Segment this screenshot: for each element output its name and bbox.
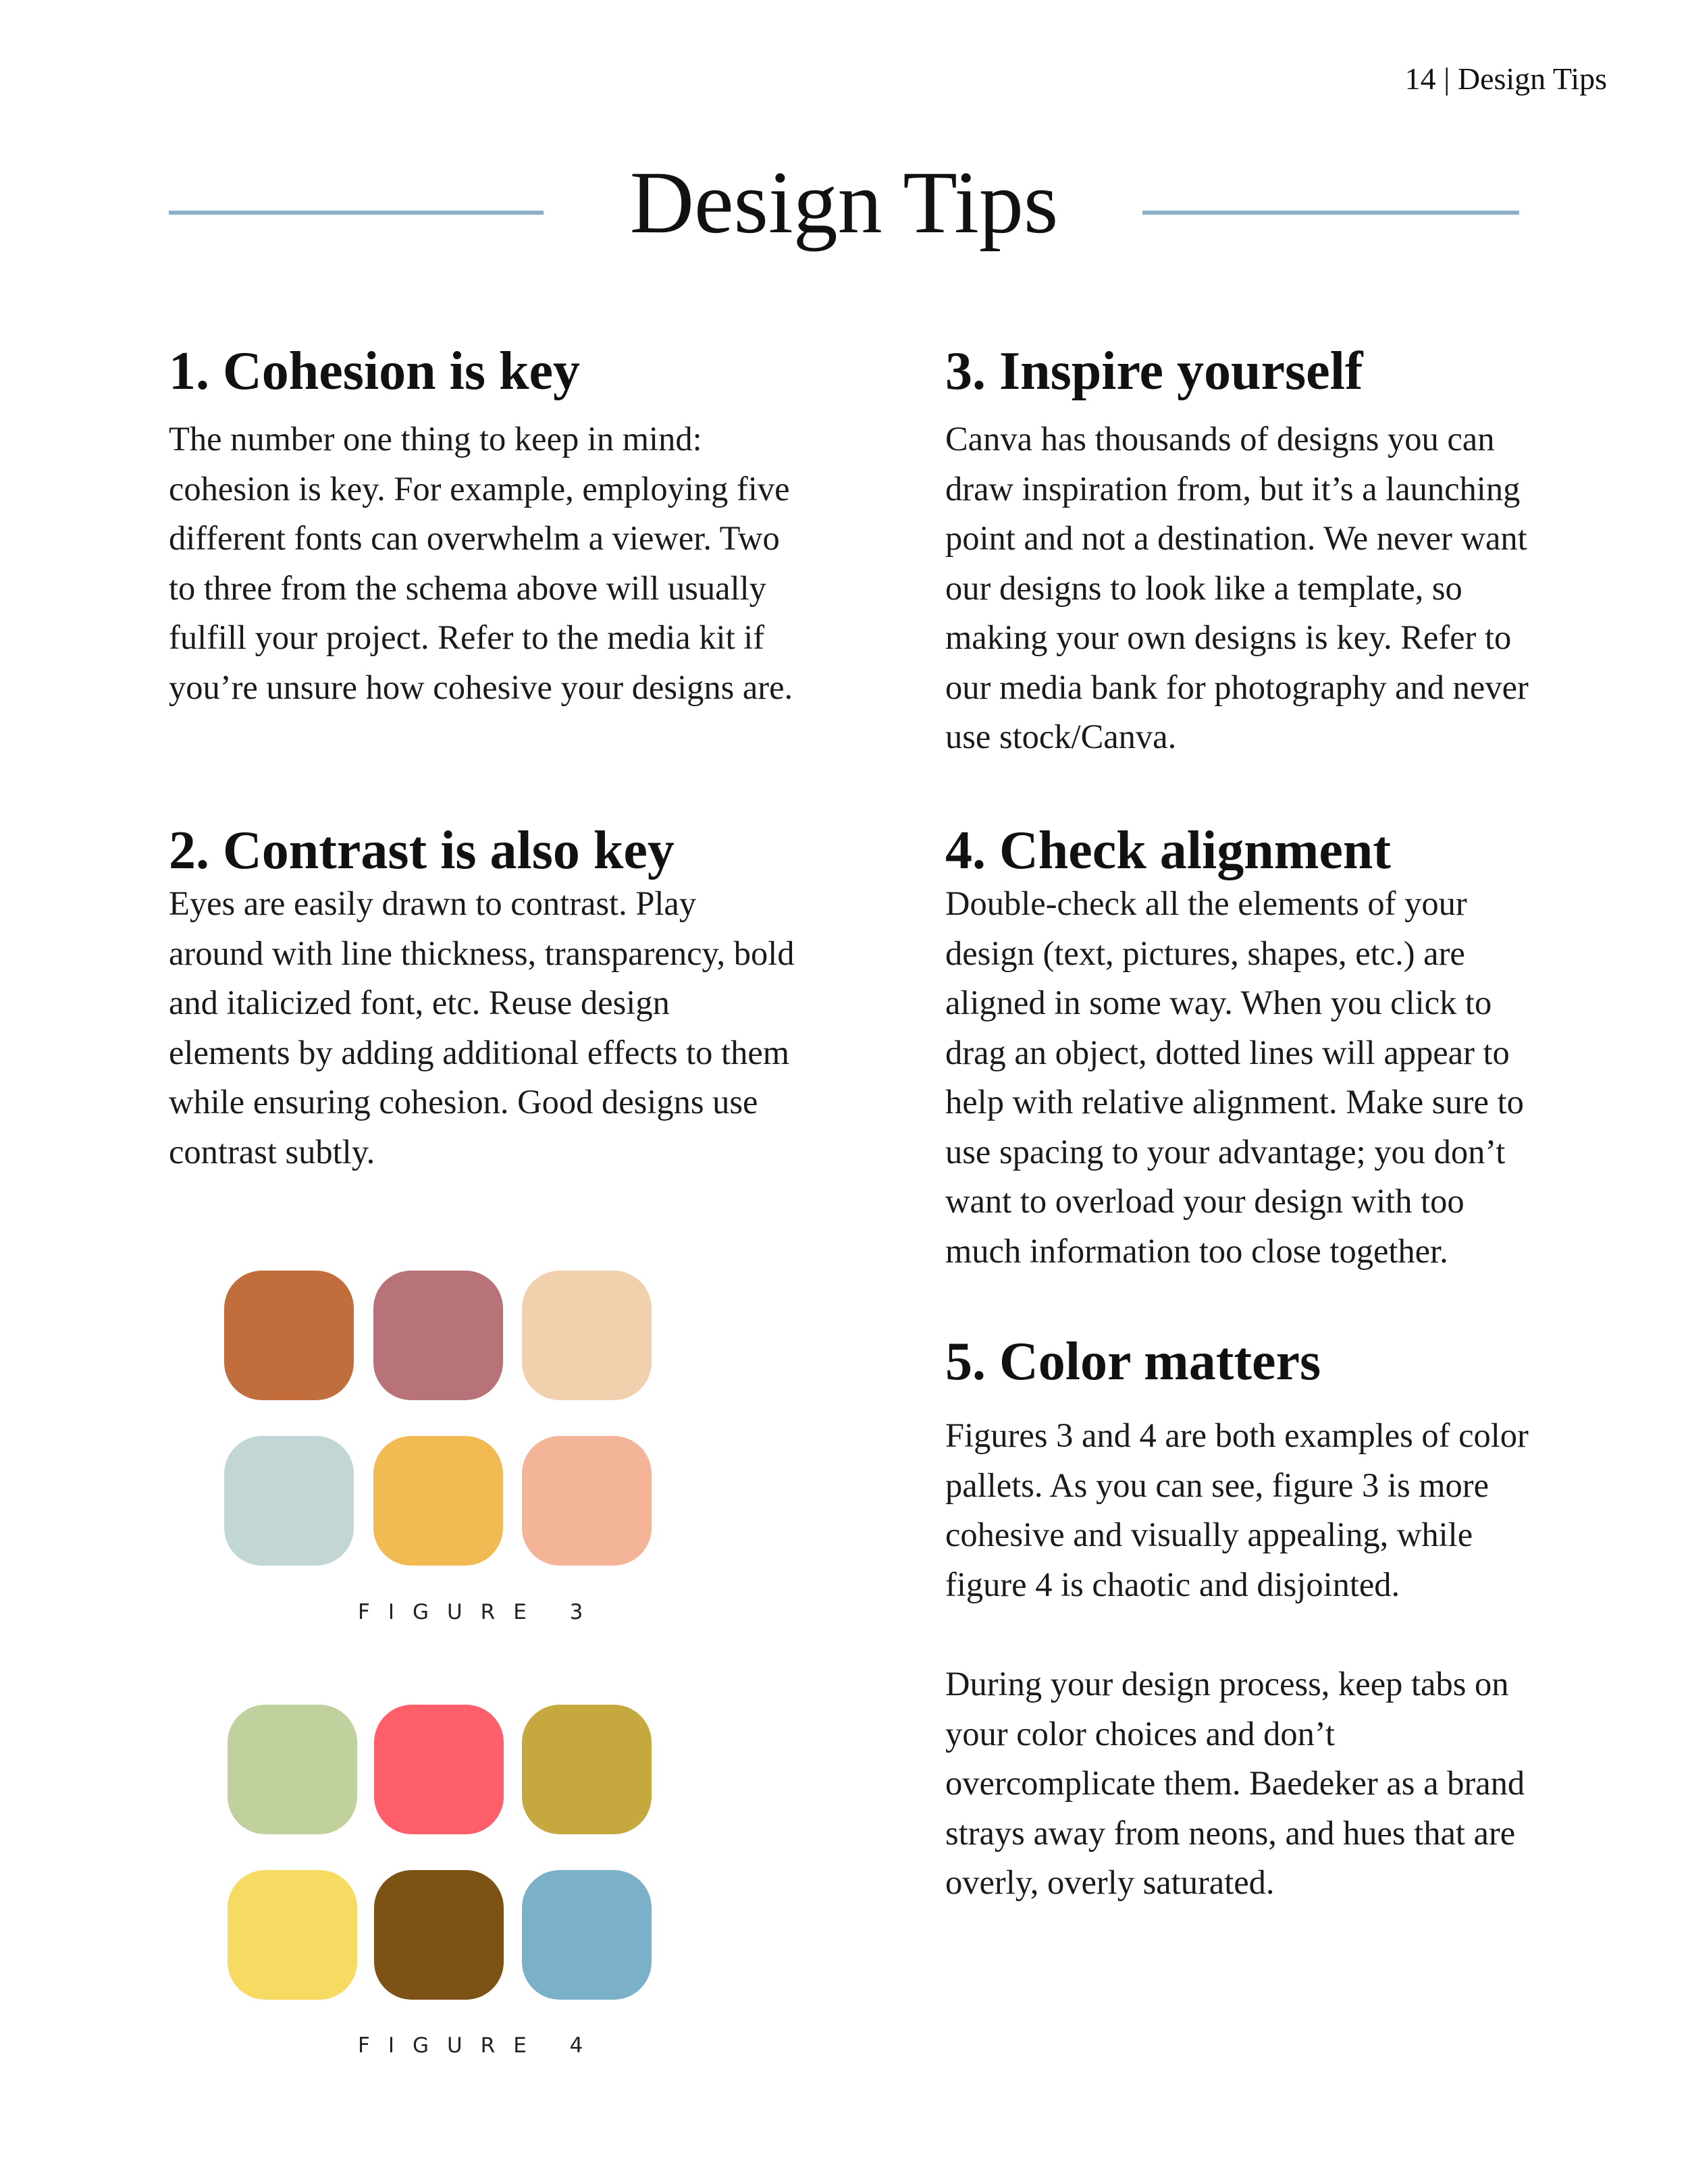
figure-4-swatch xyxy=(522,1705,652,1834)
figure-4-swatch xyxy=(374,1705,504,1834)
figure-3-palette xyxy=(224,1271,656,1568)
figure-4-palette xyxy=(228,1705,660,2002)
tip-3-body: Canva has thousands of designs you can draw inspiration from, but it’s a launching point and not a destination. We never want our designs to look like a template, so making your own designs is key. Refer to our media bank for photography and never use stock/Canva. xyxy=(945,420,1529,755)
figure-3-caption: FIGURE 3 xyxy=(358,1600,602,1624)
tip-4-body: Double-check all the elements of your design (text, pictures, shapes, etc.) are aligned in some way. When you click to drag an object, dotted lines will appear to help with relative alignment. Make sure to use spacing to your advantage; you don’t want to overload your design with too much information too close together. xyxy=(945,884,1524,1270)
figure-3-swatch xyxy=(373,1271,503,1400)
figure-3-swatch xyxy=(522,1271,652,1400)
page-header-reference: 14 | Design Tips xyxy=(1404,61,1607,96)
page-title: Design Tips xyxy=(629,153,1059,252)
figure-4-swatch xyxy=(522,1870,652,2000)
tip-2-heading: 2. Contrast is also key xyxy=(169,821,675,880)
figure-4-swatch xyxy=(374,1870,504,2000)
tip-1-heading: 1. Cohesion is key xyxy=(169,342,580,401)
tip-5-body: Figures 3 and 4 are both examples of color pallets. As you can see, figure 3 is more cohesive and visually appealing, while figure 4 is chaotic and disjointed. xyxy=(945,1416,1529,1603)
tip-1-body: The number one thing to keep in mind: cohesion is key. For example, employing five different fonts can overwhelm a viewer. Two to three from the schema above will usually fulfill your project. Refer to the media kit if you’re unsure how cohesive your designs are. xyxy=(169,420,793,706)
figure-3-swatch xyxy=(224,1271,354,1400)
tip-5-body-continued: During your design process, keep tabs on your color choices and don’t overcomplicate them. Baedeker as a brand strays away from neons, and hues that are overly, overly saturated. xyxy=(945,1665,1525,1901)
figure-4-swatch xyxy=(228,1705,357,1834)
title-rule-right xyxy=(1142,211,1519,215)
figure-3-swatch xyxy=(224,1436,354,1566)
figure-3-swatch xyxy=(522,1436,652,1566)
tip-2-body: Eyes are easily drawn to contrast. Play around with line thickness, transparency, bold and italicized font, etc. Reuse design elements by adding additional effects to them while ensuring cohesion. Good designs use contrast subtly. xyxy=(169,884,795,1171)
figure-3-swatch xyxy=(373,1436,503,1566)
figure-4-caption: FIGURE 4 xyxy=(358,2033,602,2058)
figure-4-swatch xyxy=(228,1870,357,2000)
tip-5-heading: 5. Color matters xyxy=(945,1332,1321,1391)
tip-4-heading: 4. Check alignment xyxy=(945,821,1391,880)
tip-3-heading: 3. Inspire yourself xyxy=(945,342,1363,401)
